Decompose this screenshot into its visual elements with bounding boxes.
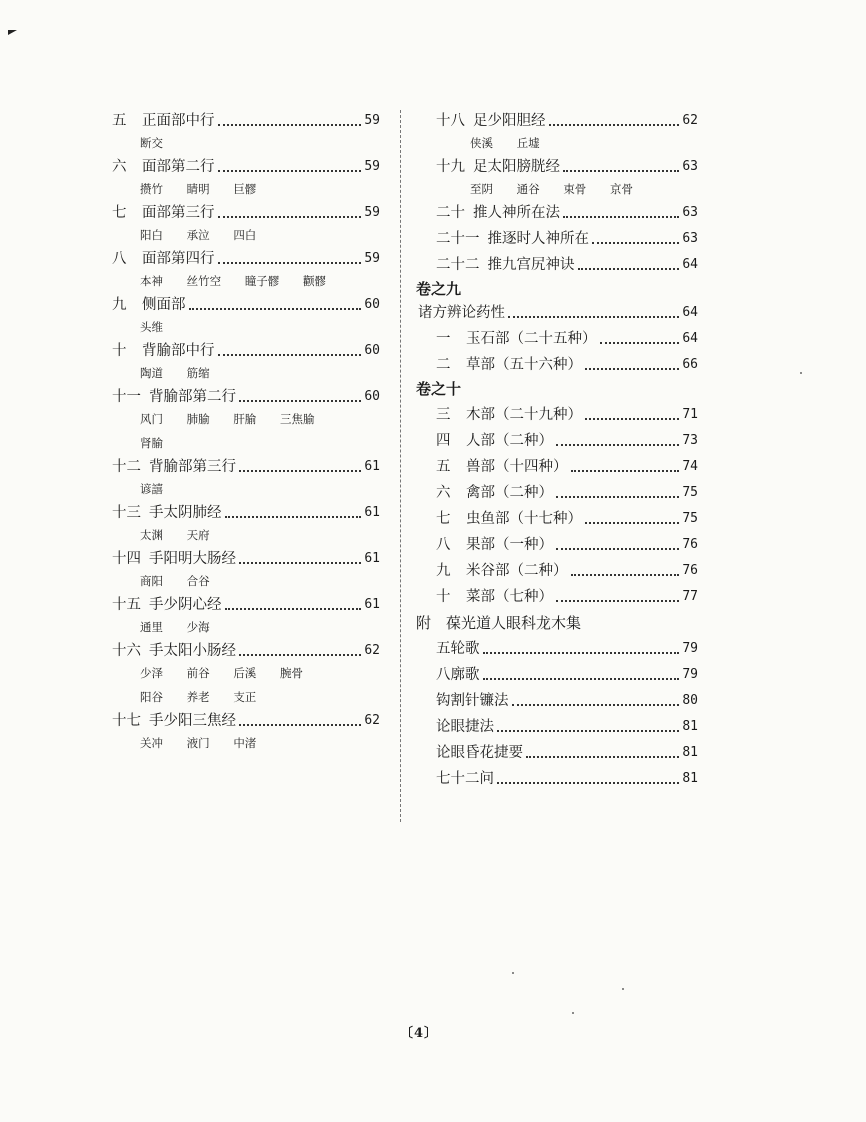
dot-leader <box>585 522 679 524</box>
toc-entry <box>112 710 380 732</box>
entry-page: 63 <box>682 159 698 174</box>
entry-page: 60 <box>364 343 380 358</box>
toc-entry <box>418 430 698 452</box>
dot-leader <box>239 654 361 656</box>
dot-leader <box>563 170 679 172</box>
entry-page: 75 <box>682 511 698 526</box>
entry-page: 64 <box>682 257 698 272</box>
dot-leader <box>225 516 362 518</box>
acupoint: 前谷 <box>186 666 210 680</box>
entry-page: 75 <box>682 485 698 500</box>
entry-number: 三 <box>436 407 451 423</box>
toc-entry <box>112 248 380 270</box>
dot-leader <box>218 170 362 172</box>
acupoint-list <box>112 132 380 156</box>
dot-leader <box>585 418 679 420</box>
entry-title: 禽部（二种） <box>466 485 553 501</box>
acupoint: 颧髎 <box>302 274 326 288</box>
entry-title: 论眼昏花捷要 <box>436 745 523 761</box>
entry-title: 虫鱼部（十七种） <box>466 511 582 527</box>
acupoint: 养老 <box>186 690 210 704</box>
acupoint: 阳谷 <box>140 690 163 704</box>
entry-title: 推九宫尻神诀 <box>487 257 575 273</box>
entry-number: 二十 <box>436 205 465 221</box>
acupoint: 风门 <box>140 412 163 426</box>
entry-page: 59 <box>364 251 380 266</box>
dot-leader <box>578 268 680 270</box>
entry-title: 人部（二种） <box>466 433 553 449</box>
scan-speck <box>622 988 624 990</box>
entry-title: 手少阴心经 <box>149 597 222 613</box>
acupoint-list <box>418 132 698 156</box>
toc-entry <box>112 202 380 224</box>
dot-leader <box>239 470 361 472</box>
toc-entry <box>418 254 698 276</box>
acupoint: 丝竹空 <box>186 274 222 288</box>
entry-page: 64 <box>682 331 698 346</box>
entry-title: 论眼捷法 <box>436 719 494 735</box>
entry-number: 十二 <box>112 459 141 475</box>
dot-leader <box>508 316 679 318</box>
entry-number: 十三 <box>112 505 141 521</box>
acupoint-list <box>112 616 380 640</box>
entry-title: 面部第四行 <box>142 251 215 267</box>
acupoint-list <box>112 524 380 548</box>
entry-page: 81 <box>682 745 698 760</box>
acupoint-list <box>112 178 380 202</box>
toc-entry <box>112 294 380 316</box>
toc-entry <box>418 228 698 250</box>
dot-leader <box>239 562 361 564</box>
toc-entry <box>418 534 698 556</box>
toc-entry <box>418 482 698 504</box>
entry-title: 手阳明大肠经 <box>149 551 236 567</box>
toc-entry <box>112 502 380 524</box>
entry-page: 80 <box>682 693 698 708</box>
entry-page: 61 <box>364 505 380 520</box>
entry-page: 60 <box>364 297 380 312</box>
toc-entry <box>418 110 698 132</box>
volume-heading: 卷之九 <box>416 280 462 298</box>
dot-leader <box>497 782 679 784</box>
entry-number: 四 <box>436 433 451 449</box>
acupoint: 谚譆 <box>140 482 163 496</box>
entry-title: 背腧部第二行 <box>149 389 236 405</box>
acupoint: 腕骨 <box>279 666 303 680</box>
acupoint: 肾腧 <box>140 436 163 450</box>
acupoint-list <box>112 316 380 340</box>
entry-page: 63 <box>682 231 698 246</box>
corner-mark <box>8 30 17 35</box>
toc-right-column <box>418 110 698 790</box>
acupoint: 四白 <box>233 228 257 242</box>
acupoint-list <box>112 224 380 248</box>
toc-entry <box>418 638 698 660</box>
acupoint: 京骨 <box>609 182 633 196</box>
acupoint-list <box>112 570 380 594</box>
entry-title: 手太阳小肠经 <box>149 643 236 659</box>
acupoint: 通谷 <box>516 182 540 196</box>
dot-leader <box>556 548 679 550</box>
acupoint-list <box>112 408 380 432</box>
acupoint-list <box>418 178 698 202</box>
toc-entry <box>112 110 380 132</box>
toc-entry <box>418 456 698 478</box>
acupoint-list <box>112 362 380 386</box>
acupoint-list <box>112 662 380 686</box>
acupoint: 通里 <box>140 620 163 634</box>
entry-number: 九 <box>436 563 451 579</box>
entry-title: 手太阴肺经 <box>149 505 222 521</box>
entry-title: 足少阳胆经 <box>473 113 546 129</box>
dot-leader <box>600 342 680 344</box>
dot-leader <box>592 242 679 244</box>
entry-title: 侧面部 <box>142 297 186 313</box>
entry-page: 61 <box>364 597 380 612</box>
entry-page: 77 <box>682 589 698 604</box>
entry-page: 59 <box>364 205 380 220</box>
toc-entry <box>418 690 698 712</box>
dot-leader <box>549 124 680 126</box>
entry-page: 62 <box>364 643 380 658</box>
acupoint: 巨髎 <box>233 182 257 196</box>
acupoint: 筋缩 <box>186 366 210 380</box>
entry-title: 米谷部（二种） <box>466 563 568 579</box>
dot-leader <box>556 444 679 446</box>
acupoint: 关冲 <box>140 736 163 750</box>
entry-title: 木部（二十九种） <box>466 407 582 423</box>
toc-left-column <box>112 110 380 756</box>
entry-number: 六 <box>436 485 451 501</box>
entry-number: 十一 <box>112 389 141 405</box>
entry-number: 十 <box>436 589 451 605</box>
acupoint: 瞳子髎 <box>244 274 280 288</box>
entry-number: 二十一 <box>436 231 480 247</box>
dot-leader <box>571 470 680 472</box>
acupoint-list <box>112 270 380 294</box>
entry-page: 81 <box>682 771 698 786</box>
acupoint: 合谷 <box>186 574 210 588</box>
toc-entry <box>112 594 380 616</box>
acupoint: 至阴 <box>470 182 493 196</box>
entry-title: 正面部中行 <box>142 113 215 129</box>
entry-number: 九 <box>112 297 127 313</box>
entry-title: 面部第三行 <box>142 205 215 221</box>
acupoint: 阳白 <box>140 228 163 242</box>
entry-title: 菜部（七种） <box>466 589 553 605</box>
toc-entry <box>418 586 698 608</box>
entry-page: 64 <box>682 305 698 320</box>
dot-leader <box>483 678 680 680</box>
acupoint: 断交 <box>140 136 163 150</box>
dot-leader <box>563 216 679 218</box>
acupoint: 睛明 <box>186 182 210 196</box>
entry-number: 五 <box>112 113 127 129</box>
acupoint-list <box>112 478 380 502</box>
entry-number: 十 <box>112 343 127 359</box>
acupoint: 天府 <box>186 528 210 542</box>
toc-entry <box>418 156 698 178</box>
entry-number: 十六 <box>112 643 141 659</box>
entry-title: 推人神所在法 <box>473 205 560 221</box>
entry-title: 草部（五十六种） <box>466 357 582 373</box>
acupoint: 本神 <box>140 274 163 288</box>
entry-page: 71 <box>682 407 698 422</box>
entry-number: 六 <box>112 159 127 175</box>
page-number: 〔4〕 <box>400 1026 439 1041</box>
acupoint: 肺腧 <box>186 412 210 426</box>
entry-page: 60 <box>364 389 380 404</box>
dot-leader <box>571 574 680 576</box>
toc-entry <box>418 508 698 530</box>
entry-page: 61 <box>364 459 380 474</box>
entry-number: 十七 <box>112 713 141 729</box>
acupoint: 三焦腧 <box>279 412 315 426</box>
entry-title: 七十二问 <box>436 771 494 787</box>
entry-page: 61 <box>364 551 380 566</box>
entry-number: 七 <box>436 511 451 527</box>
acupoint: 商阳 <box>140 574 163 588</box>
dot-leader <box>218 354 362 356</box>
toc-entry <box>112 456 380 478</box>
entry-number: 八 <box>436 537 451 553</box>
acupoint: 后溪 <box>233 666 257 680</box>
acupoint: 肝腧 <box>233 412 257 426</box>
entry-title: 面部第二行 <box>142 159 215 175</box>
acupoint-list <box>112 432 380 456</box>
entry-number: 二十二 <box>436 257 480 273</box>
entry-title: 背腧部第三行 <box>149 459 236 475</box>
acupoint: 侠溪 <box>470 136 493 150</box>
entry-page: 81 <box>682 719 698 734</box>
entry-number: 十四 <box>112 551 141 567</box>
toc-entry <box>418 768 698 790</box>
acupoint: 液门 <box>186 736 210 750</box>
entry-page: 76 <box>682 537 698 552</box>
entry-title: 诸方辨论药性 <box>418 305 505 321</box>
toc-section <box>418 302 698 324</box>
scan-speck <box>512 972 514 974</box>
acupoint: 丘墟 <box>516 136 540 150</box>
entry-page: 63 <box>682 205 698 220</box>
entry-number: 十五 <box>112 597 141 613</box>
entry-title: 兽部（十四种） <box>466 459 568 475</box>
acupoint: 太渊 <box>140 528 163 542</box>
dot-leader <box>483 652 680 654</box>
entry-title: 八廓歌 <box>436 667 480 683</box>
dot-leader <box>218 124 362 126</box>
entry-title: 足太阳膀胱经 <box>473 159 560 175</box>
scan-speck <box>800 372 802 374</box>
column-divider <box>400 110 401 822</box>
dot-leader <box>497 730 679 732</box>
dot-leader <box>526 756 679 758</box>
toc-entry <box>418 742 698 764</box>
entry-title: 玉石部（二十五种） <box>466 331 597 347</box>
acupoint-list <box>112 686 380 710</box>
entry-title: 果部（一种） <box>466 537 553 553</box>
acupoint: 承泣 <box>186 228 210 242</box>
acupoint: 攒竹 <box>140 182 163 196</box>
acupoint: 束骨 <box>563 182 587 196</box>
toc-entry <box>112 386 380 408</box>
toc-entry <box>112 548 380 570</box>
entry-number: 二 <box>436 357 451 373</box>
toc-entry <box>418 328 698 350</box>
entry-number: 八 <box>112 251 127 267</box>
toc-entry <box>418 560 698 582</box>
volume-heading: 卷之十 <box>416 380 462 398</box>
entry-page: 79 <box>682 641 698 656</box>
toc-entry <box>112 156 380 178</box>
acupoint: 少海 <box>186 620 210 634</box>
entry-page: 59 <box>364 113 380 128</box>
entry-number: 五 <box>436 459 451 475</box>
dot-leader <box>239 724 361 726</box>
toc-entry <box>418 664 698 686</box>
acupoint: 头维 <box>140 320 163 334</box>
dot-leader <box>512 704 680 706</box>
dot-leader <box>556 496 679 498</box>
toc-entry <box>418 202 698 224</box>
dot-leader <box>239 400 361 402</box>
acupoint: 少泽 <box>140 666 163 680</box>
entry-number: 十八 <box>436 113 465 129</box>
entry-title: 推逐时人神所在 <box>487 231 589 247</box>
entry-title: 手少阳三焦经 <box>149 713 236 729</box>
entry-number: 一 <box>436 331 451 347</box>
acupoint: 中渚 <box>233 736 257 750</box>
entry-title: 背腧部中行 <box>142 343 215 359</box>
toc-entry <box>418 716 698 738</box>
entry-page: 74 <box>682 459 698 474</box>
toc-entry <box>112 640 380 662</box>
scan-speck <box>572 1012 574 1014</box>
acupoint-list <box>112 732 380 756</box>
toc-entry <box>418 354 698 376</box>
entry-page: 62 <box>364 713 380 728</box>
entry-title: 钩割针镰法 <box>436 693 509 709</box>
appendix-heading: 附 葆光道人眼科龙木集 <box>416 614 582 632</box>
entry-page: 79 <box>682 667 698 682</box>
entry-number: 十九 <box>436 159 465 175</box>
entry-page: 62 <box>682 113 698 128</box>
dot-leader <box>218 262 362 264</box>
toc-entry <box>112 340 380 362</box>
entry-title: 五轮歌 <box>436 641 480 657</box>
acupoint: 陶道 <box>140 366 163 380</box>
entry-number: 七 <box>112 205 127 221</box>
acupoint: 支正 <box>233 690 257 704</box>
dot-leader <box>218 216 362 218</box>
dot-leader <box>189 308 362 310</box>
dot-leader <box>585 368 679 370</box>
entry-page: 59 <box>364 159 380 174</box>
toc-entry <box>418 404 698 426</box>
entry-page: 76 <box>682 563 698 578</box>
dot-leader <box>556 600 679 602</box>
entry-page: 66 <box>682 357 698 372</box>
entry-page: 73 <box>682 433 698 448</box>
dot-leader <box>225 608 362 610</box>
